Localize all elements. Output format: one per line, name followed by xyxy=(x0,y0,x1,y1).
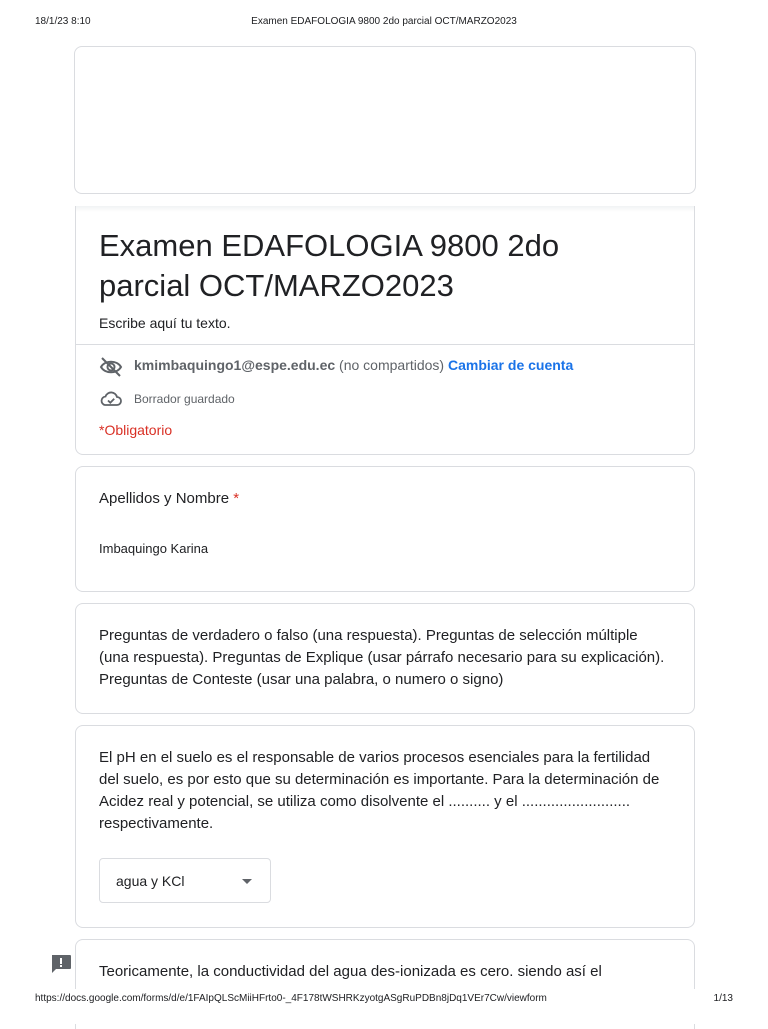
header-top-shadow xyxy=(76,206,694,212)
form-banner xyxy=(74,46,696,194)
question-title: El pH en el suelo es el responsable de varios procesos esenciales para la fertilidad del suelo, es por esto que su determinación es importante. Para la determinación de Acidez real y potencial, se utiliza como disolvente el .......... y el .......................... respectivamente. xyxy=(99,749,660,832)
print-title: Examen EDAFOLOGIA 9800 2do parcial OCT/MARZO2023 xyxy=(251,16,517,27)
question-title-text: Apellidos y Nombre xyxy=(99,490,230,507)
caret-down-icon xyxy=(242,879,252,884)
question-card-name xyxy=(75,466,695,592)
account-email-line xyxy=(134,357,573,373)
draft-status: Borrador guardado xyxy=(134,392,235,406)
account-row xyxy=(99,356,674,378)
header-divider xyxy=(76,344,694,345)
eye-off-icon xyxy=(99,356,123,378)
account-shared-note: (no compartidos) xyxy=(339,357,445,373)
print-header xyxy=(35,16,733,30)
answer-dropdown[interactable] xyxy=(99,858,271,903)
print-footer xyxy=(35,993,733,1007)
cloud-done-icon xyxy=(99,389,123,409)
question-title xyxy=(99,488,239,510)
question-title: Teoricamente, la conductividad del agua des-ionizada es cero. siendo así el xyxy=(99,963,602,980)
print-page-number: 1/13 xyxy=(713,993,733,1004)
required-asterisk: * xyxy=(233,490,240,507)
name-answer-input[interactable]: Imbaquingo Karina xyxy=(99,541,209,556)
form-title: Examen EDAFOLOGIA 9800 2do parcial OCT/MARZO2023 xyxy=(99,228,560,303)
print-datetime: 18/1/23 8:10 xyxy=(35,16,91,27)
print-url: https://docs.google.com/forms/d/e/1FAIpQLScMiiHFrto0-_4F178tWSHRKzyotgASgRuPDBn8jDq1VEr7Cw/viewform xyxy=(35,993,547,1004)
question-card-ph xyxy=(75,725,695,928)
feedback-icon[interactable] xyxy=(50,954,72,974)
form-description: Escribe aquí tu texto. xyxy=(99,315,231,331)
required-note: *Obligatorio xyxy=(99,422,173,438)
form-header-card xyxy=(75,206,695,455)
instructions-text: Preguntas de verdadero o falso (una respuesta). Preguntas de selección múltiple (una respuesta). Preguntas de Explique (usar párrafo necesario para su explicación). Preguntas de Conteste (usar una palabra, o numero o signo) xyxy=(99,627,665,688)
switch-account-link[interactable]: Cambiar de cuenta xyxy=(447,357,574,373)
instructions-card xyxy=(75,603,695,714)
dropdown-selected-value: agua y KCl xyxy=(116,873,185,889)
account-email: kmimbaquingo1@espe.edu.ec xyxy=(134,357,336,373)
